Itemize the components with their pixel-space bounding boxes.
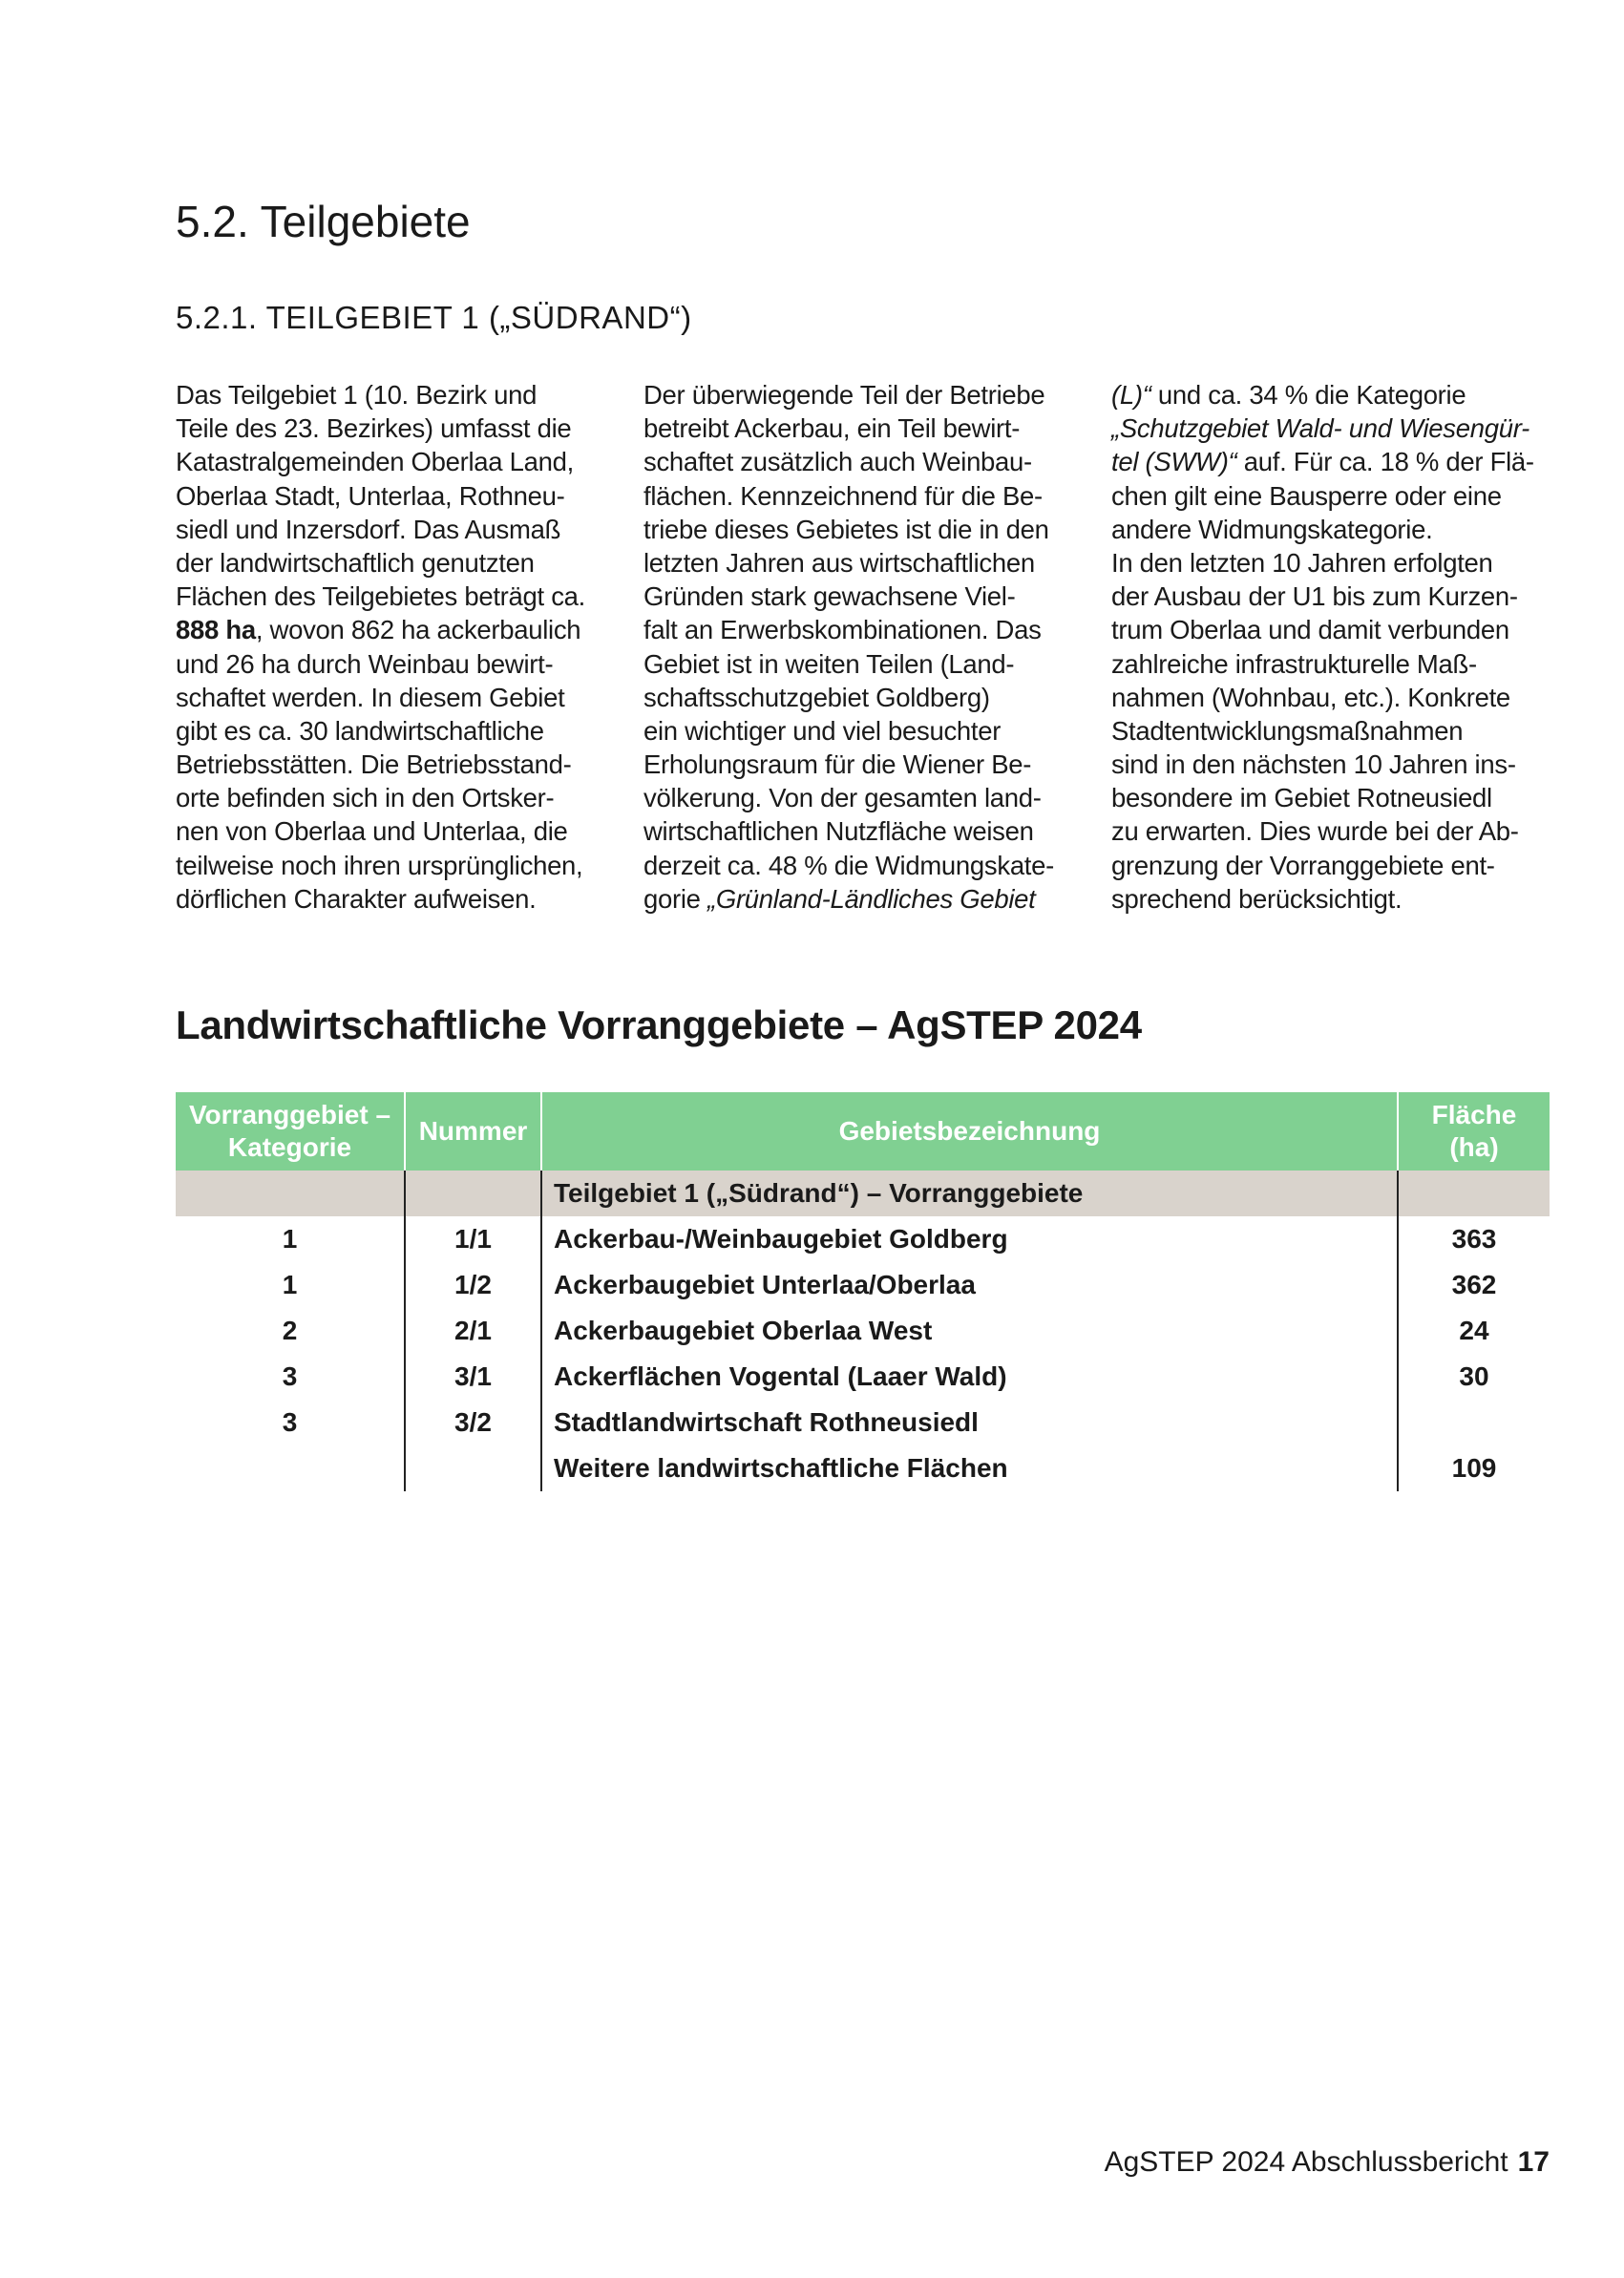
text-segment: der Ausbau der U1 bis zum Kurzen- [1111,581,1518,612]
text-line [1111,781,1560,814]
text-segment: zahlreiche infrastrukturelle Maß- [1111,648,1477,679]
table-title: Landwirtschaftliche Vorranggebiete – AgSTEP 2024 [176,1002,1142,1047]
text-segment: Katastralgemeinden Oberlaa Land, [176,447,574,477]
table-row [176,1354,1550,1400]
text-segment: der landwirtschaftlich genutzten [176,547,535,578]
cell-kategorie: 3 [282,1407,298,1437]
text-segment: triebe dieses Gebietes ist die in den [643,514,1049,544]
text-segment: dörflichen Charakter aufweisen. [176,883,537,914]
text-segment: Das Teilgebiet 1 (10. Bezirk und [176,380,538,410]
cell-flaeche: 30 [1398,1354,1550,1400]
header-kategorie [176,1092,405,1171]
text-line [1111,378,1560,411]
text-segment: Der überwiegende Teil der Betriebe [643,380,1045,410]
text-line [643,378,1092,411]
text-line [643,580,1092,613]
cell-kategorie: 1 [282,1270,298,1299]
text-segment: orte befinden sich in den Ortsker- [176,783,555,813]
cell-bezeichnung: Ackerflächen Vogental (Laaer Wald) [541,1354,1398,1400]
subheader-label: Teilgebiet 1 („Südrand“) – Vorranggebiete [541,1171,1398,1216]
text-line [643,647,1092,681]
text-column-2 [643,378,1092,916]
cell-flaeche: 363 [1398,1216,1550,1262]
text-line [176,580,624,613]
text-line [643,479,1092,513]
cell-bezeichnung: Stadtlandwirtschaft Rothneusiedl [541,1400,1398,1445]
text-segment: siedl und Inzersdorf. Das Ausmaß [176,514,561,544]
cell-nummer: 1/2 [405,1262,541,1308]
cell-kategorie: 2 [282,1316,298,1345]
cell-kategorie: 3 [282,1361,298,1391]
italic-text: tel (SWW)“ [1111,447,1237,477]
text-line [1111,479,1560,513]
text-line [643,781,1092,814]
text-line [643,714,1092,748]
header-flaeche-line1: Fläche [1431,1100,1517,1129]
text-column-3 [1111,378,1560,916]
text-segment: wirtschaftlichen Nutzfläche weisen [643,816,1034,847]
text-segment: nahmen (Wohnbau, etc.). Konkrete [1111,682,1510,712]
text-line [643,546,1092,580]
text-segment: besondere im Gebiet Rotneusiedl [1111,783,1492,813]
table-subheader-row [176,1171,1550,1216]
text-segment: Oberlaa Stadt, Unterlaa, Rothneu- [176,480,565,511]
cell-bezeichnung: Ackerbaugebiet Unterlaa/Oberlaa [541,1262,1398,1308]
cell-nummer: 2/1 [405,1308,541,1354]
text-line [643,411,1092,445]
subheader-empty [176,1171,405,1216]
text-segment: sprechend berücksichtigt. [1111,883,1403,914]
text-segment: teilweise noch ihren ursprünglichen, [176,850,583,880]
header-flaeche [1398,1092,1550,1171]
text-segment: zu erwarten. Dies wurde bei der Ab- [1111,816,1519,847]
text-line [1111,546,1560,580]
text-segment: chen gilt eine Bausperre oder eine [1111,480,1502,511]
text-segment: ein wichtiger und viel besuchter [643,715,1002,746]
text-line [176,513,624,546]
cell-flaeche: 24 [1398,1308,1550,1354]
text-line [176,546,624,580]
cell-bezeichnung: Weitere landwirtschaftliche Flächen [541,1445,1398,1491]
text-line [643,613,1092,646]
subsection-title: 5.2.1. TEILGEBIET 1 („SÜDRAND“) [176,300,692,335]
text-segment: trum Oberlaa und damit verbunden [1111,615,1509,645]
text-segment: Stadtentwicklungsmaßnahmen [1111,715,1464,746]
italic-text: (L)“ [1111,380,1151,410]
text-line [1111,580,1560,613]
subheader-empty [405,1171,541,1216]
header-flaeche-line2: (ha) [1449,1132,1499,1162]
italic-text: „Schutzgebiet Wald- und Wiesengür- [1111,413,1529,444]
footer-title: AgSTEP 2024 Abschlussbericht [1104,2146,1508,2178]
text-line [1111,748,1560,781]
text-line [176,647,624,681]
text-line [176,714,624,748]
table-header-row [176,1092,1550,1171]
text-segment: Gebiet ist in weiten Teilen (Land- [643,648,1015,679]
text-line [176,445,624,478]
cell-nummer: 3/2 [405,1400,541,1445]
text-line [1111,714,1560,748]
text-segment: sind in den nächsten 10 Jahren ins- [1111,749,1516,780]
text-segment: betreibt Ackerbau, ein Teil bewirt- [643,413,1021,444]
cell-bezeichnung: Ackerbaugebiet Oberlaa West [541,1308,1398,1354]
text-line [1111,513,1560,546]
text-line [176,681,624,714]
text-segment: letzten Jahren aus wirtschaftlichen [643,547,1035,578]
text-segment: schaftsschutzgebiet Goldberg) [643,682,990,712]
text-line [1111,681,1560,714]
text-segment: Teile des 23. Bezirkes) umfasst die [176,413,572,444]
text-line [1111,445,1560,478]
header-bezeichnung: Gebietsbezeichnung [541,1092,1398,1171]
text-segment: , wovon 862 ha ackerbaulich [255,615,581,645]
text-line [1111,647,1560,681]
header-kategorie-line2: Kategorie [227,1132,352,1162]
page-number: 17 [1517,2146,1550,2178]
text-segment: gibt es ca. 30 landwirtschaftliche [176,715,544,746]
cell-flaeche [1398,1400,1550,1445]
text-segment: Betriebsstätten. Die Betriebsstand- [176,749,572,780]
subheader-empty [1398,1171,1550,1216]
text-segment: Flächen des Teilgebietes beträgt ca. [176,581,585,612]
text-line [176,748,624,781]
table-row [176,1216,1550,1262]
table-row [176,1262,1550,1308]
cell-nummer [405,1445,541,1491]
text-line [1111,882,1560,916]
text-line [1111,411,1560,445]
text-segment: In den letzten 10 Jahren erfolgten [1111,547,1493,578]
text-segment: gorie [643,883,707,914]
text-segment: andere Widmungskategorie. [1111,514,1433,544]
text-segment: nen von Oberlaa und Unterlaa, die [176,816,568,847]
text-line [1111,849,1560,882]
text-line [643,445,1092,478]
cell-kategorie [176,1445,405,1491]
header-nummer: Nummer [405,1092,541,1171]
text-line [176,849,624,882]
text-segment: und ca. 34 % die Kategorie [1150,380,1466,410]
cell-kategorie: 1 [282,1224,298,1254]
text-line [176,613,624,646]
text-segment: auf. Für ca. 18 % der Flä- [1236,447,1534,477]
text-segment: schaftet zusätzlich auch Weinbau- [643,447,1032,477]
table-row [176,1308,1550,1354]
text-segment: und 26 ha durch Weinbau bewirt- [176,648,554,679]
table-row [176,1400,1550,1445]
text-line [643,882,1092,916]
text-line [176,882,624,916]
section-title: 5.2. Teilgebiete [176,197,471,246]
text-line [643,814,1092,848]
header-kategorie-line1: Vorranggebiet – [188,1100,391,1129]
text-line [643,849,1092,882]
text-column-1 [176,378,624,916]
text-line [1111,814,1560,848]
text-line [176,411,624,445]
text-line [176,781,624,814]
text-segment: Gründen stark gewachsene Viel- [643,581,1016,612]
text-segment: schaftet werden. In diesem Gebiet [176,682,565,712]
table-row [176,1445,1550,1491]
text-segment: Erholungsraum für die Wiener Be- [643,749,1032,780]
text-segment: grenzung der Vorranggebiete ent- [1111,850,1495,880]
cell-nummer: 1/1 [405,1216,541,1262]
cell-nummer: 3/1 [405,1354,541,1400]
text-segment: derzeit ca. 48 % die Widmungskate- [643,850,1055,880]
text-line [643,513,1092,546]
text-line [1111,613,1560,646]
cell-flaeche: 109 [1398,1445,1550,1491]
vorranggebiete-table [176,1092,1550,1491]
page-footer [1105,2146,1550,2179]
bold-text: 888 ha [176,615,256,645]
text-segment: falt an Erwerbskombinationen. Das [643,615,1042,645]
italic-text: „Grünland-Ländliches Gebiet [707,883,1036,914]
text-line [176,378,624,411]
text-line [176,479,624,513]
text-line [176,814,624,848]
cell-flaeche: 362 [1398,1262,1550,1308]
text-line [643,748,1092,781]
text-segment: flächen. Kennzeichnend für die Be- [643,480,1043,511]
cell-bezeichnung: Ackerbau-/Weinbaugebiet Goldberg [541,1216,1398,1262]
text-line [643,681,1092,714]
text-segment: völkerung. Von der gesamten land- [643,783,1042,813]
